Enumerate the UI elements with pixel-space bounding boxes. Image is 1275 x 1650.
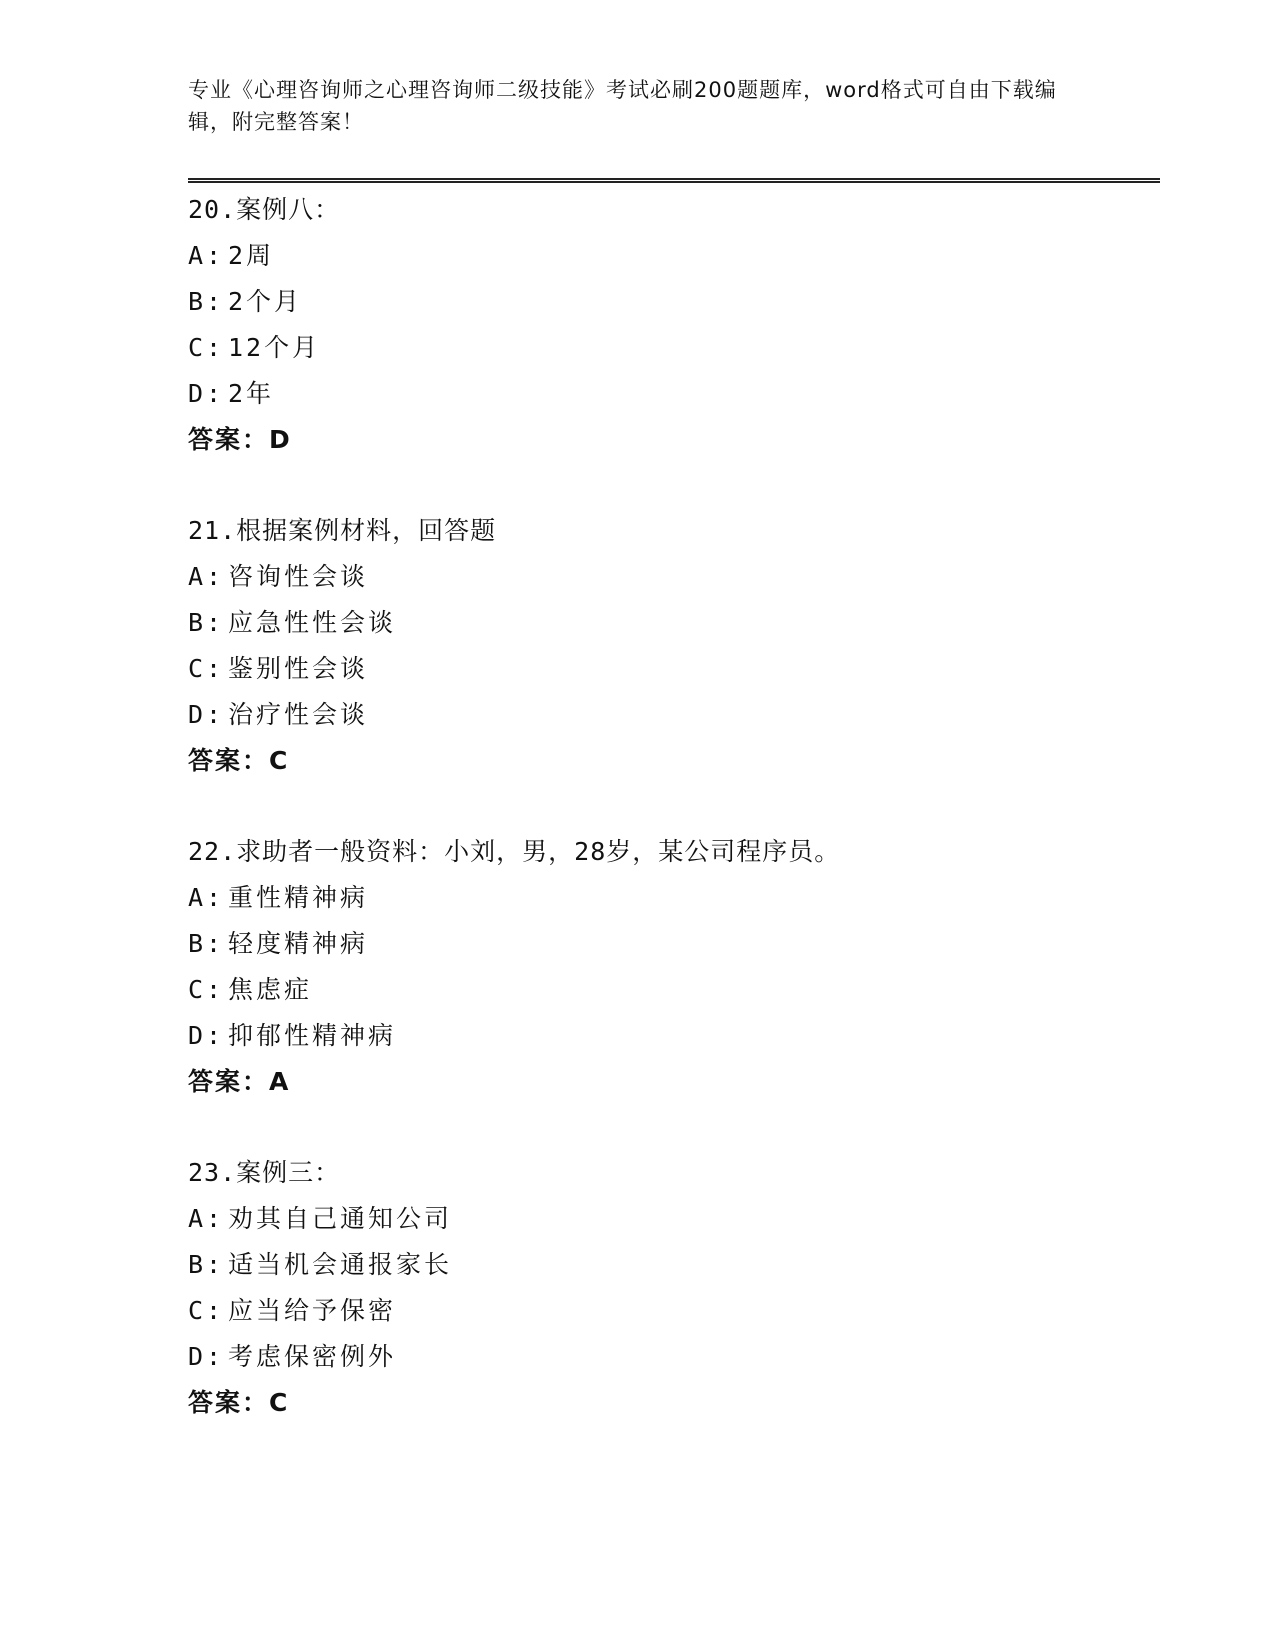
question-block <box>188 829 1108 1105</box>
option-text: 鉴别性会谈 <box>228 654 369 683</box>
option-b <box>188 600 1108 646</box>
answer: 答案：C <box>188 1388 290 1417</box>
question-block <box>188 508 1108 784</box>
option-b <box>188 921 1108 967</box>
option-c <box>188 646 1108 692</box>
option-d <box>188 1013 1108 1059</box>
option-label: B: <box>188 287 225 316</box>
option-a <box>188 1196 1108 1242</box>
option-label: B: <box>188 929 225 958</box>
answer: 答案：D <box>188 425 292 454</box>
answer: 答案：C <box>188 746 290 775</box>
option-text: 重性精神病 <box>228 883 369 912</box>
option-text: 咨询性会谈 <box>228 562 369 591</box>
option-b <box>188 1242 1108 1288</box>
option-label: C: <box>188 975 225 1004</box>
option-label: A: <box>188 1204 225 1233</box>
answer: 答案：A <box>188 1067 291 1096</box>
option-label: B: <box>188 608 225 637</box>
option-text: 劝其自己通知公司 <box>228 1204 453 1233</box>
option-label: C: <box>188 333 225 362</box>
option-label: B: <box>188 1250 225 1279</box>
option-c <box>188 967 1108 1013</box>
option-text: 抑郁性精神病 <box>228 1021 397 1050</box>
option-text: 适当机会通报家长 <box>228 1250 453 1279</box>
option-label: A: <box>188 562 225 591</box>
option-text: 2周 <box>228 241 275 270</box>
option-label: A: <box>188 241 225 270</box>
option-d <box>188 1334 1108 1380</box>
question-block <box>188 1150 1108 1426</box>
option-d <box>188 692 1108 738</box>
document-header: 专业《心理咨询师之心理咨询师二级技能》考试必刷200题题库，word格式可自由下载编辑，附完整答案！ <box>188 78 1057 134</box>
option-label: C: <box>188 654 225 683</box>
option-label: A: <box>188 883 225 912</box>
option-label: D: <box>188 1021 225 1050</box>
option-text: 应当给予保密 <box>228 1296 397 1325</box>
question-stem: 22.求助者一般资料：小刘，男，28岁，某公司程序员。 <box>188 837 841 866</box>
option-label: C: <box>188 1296 225 1325</box>
option-text: 焦虑症 <box>228 975 313 1004</box>
option-text: 12个月 <box>228 333 321 362</box>
option-c <box>188 1288 1108 1334</box>
question-block <box>188 187 1108 463</box>
question-stem: 20.案例八： <box>188 195 341 224</box>
option-a <box>188 554 1108 600</box>
option-label: D: <box>188 379 225 408</box>
option-text: 考虑保密例外 <box>228 1342 397 1371</box>
option-text: 应急性性会谈 <box>228 608 397 637</box>
option-text: 治疗性会谈 <box>228 700 369 729</box>
option-a <box>188 233 1108 279</box>
option-text: 2个月 <box>228 287 303 316</box>
option-d <box>188 371 1108 417</box>
option-c <box>188 325 1108 371</box>
option-a <box>188 875 1108 921</box>
question-stem: 21.根据案例材料，回答题 <box>188 516 497 545</box>
option-text: 轻度精神病 <box>228 929 369 958</box>
option-text: 2年 <box>228 379 275 408</box>
option-b <box>188 279 1108 325</box>
option-label: D: <box>188 1342 225 1371</box>
header-divider <box>188 178 1160 183</box>
question-stem: 23.案例三： <box>188 1158 341 1187</box>
option-label: D: <box>188 700 225 729</box>
